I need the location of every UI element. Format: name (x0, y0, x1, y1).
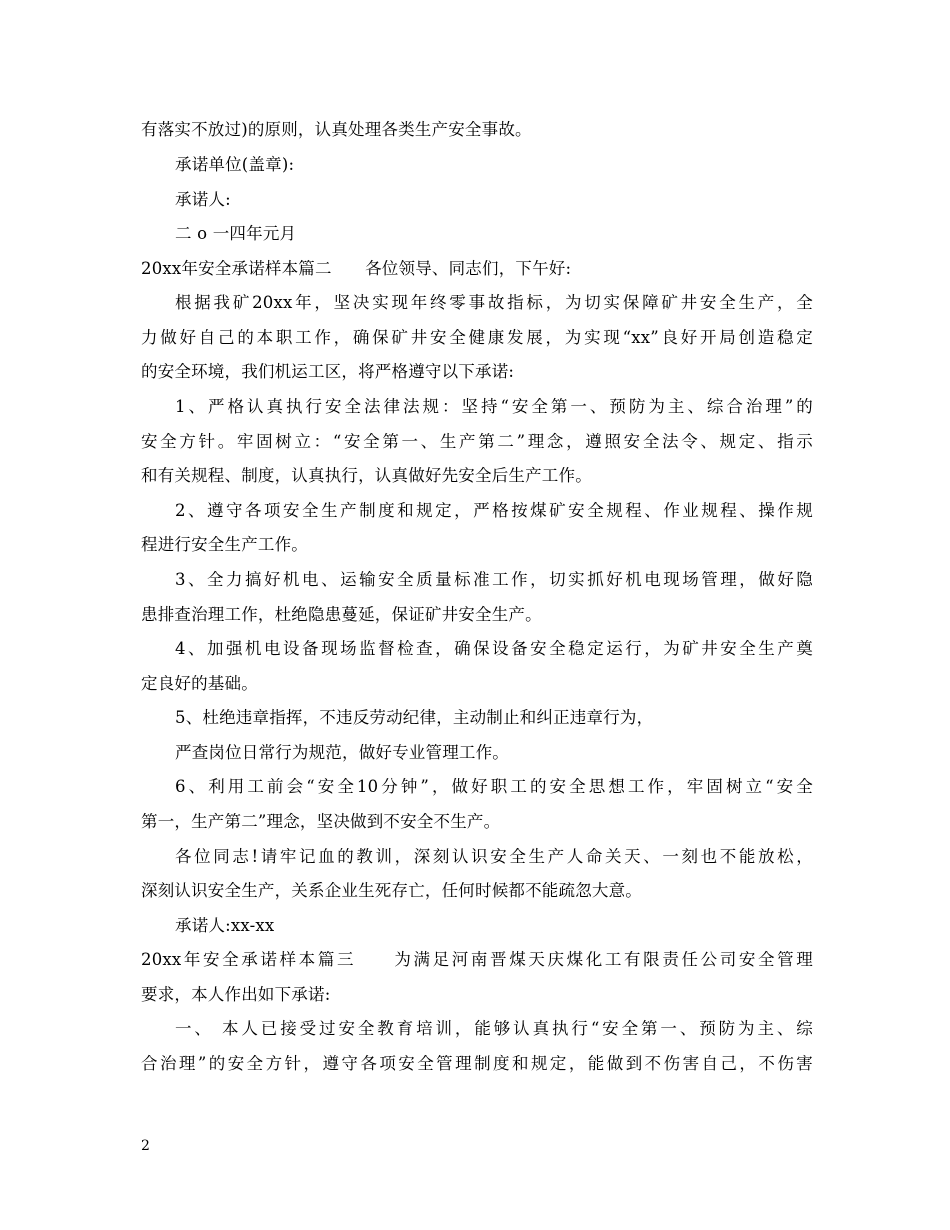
text-line: 严查岗位日常行为规范，做好专业管理工作。 (175, 743, 509, 762)
section-heading-line: 20xx年安全承诺样本篇三 为满足河南晋煤天庆煤化工有限责任公司安全管理 (141, 950, 813, 969)
text-line: 合治理”的安全方针，遵守各项安全管理制度和规定，能做到不伤害自己，不伤害 (141, 1054, 813, 1073)
text-line: 二 o 一四年元月 (175, 224, 297, 243)
text-line: 各位同志!请牢记血的教训，深刻认识安全生产人命关天、一刻也不能放松， (175, 847, 813, 866)
text-line: 的安全环境，我们机运工区，将严格遵守以下承诺: (141, 362, 515, 381)
page-number: 2 (141, 1138, 150, 1154)
text-line: 深刻认识安全生产，关系企业生死存亡，任何时候都不能疏忽大意。 (141, 881, 642, 900)
text-line: 4、加强机电设备现场监督检查，确保设备安全稳定运行，为矿井安全生产奠 (175, 639, 813, 658)
text-line: 2、遵守各项安全生产制度和规定，严格按煤矿安全规程、作业规程、操作规 (175, 501, 813, 520)
text-line: 承诺人: (175, 190, 231, 209)
text-line: 3、全力搞好机电、运输安全质量标准工作，切实抓好机电现场管理，做好隐 (175, 570, 813, 589)
text-line: 程进行安全生产工作。 (141, 535, 308, 554)
text-line: 根据我矿20xx年，坚决实现年终零事故指标，为切实保障矿井安全生产，全 (175, 293, 813, 312)
text-line: 第一，生产第二”理念，坚决做到不安全不生产。 (141, 812, 501, 831)
text-line: 力做好自己的本职工作，确保矿井安全健康发展，为实现“xx”良好开局创造稳定 (141, 328, 813, 347)
text-line: 承诺单位(盖章): (175, 155, 295, 174)
text-line: 要求，本人作出如下承诺: (141, 985, 331, 1004)
text-line: 承诺人:xx-xx (175, 916, 275, 935)
text-line: 定良好的基础。 (141, 674, 258, 693)
text-line: 6、利用工前会“安全10分钟”，做好职工的安全思想工作，牢固树立“安全 (175, 777, 813, 796)
text-line: 一、 本人已接受过安全教育培训，能够认真执行“安全第一、预防为主、综 (175, 1019, 813, 1038)
text-line: 和有关规程、制度，认真执行，认真做好先安全后生产工作。 (141, 466, 592, 485)
text-line: 有落实不放过)的原则，认真处理各类生产安全事故。 (141, 120, 532, 139)
section-heading-line: 20xx年安全承诺样本篇二 各位领导、同志们，下午好: (141, 259, 572, 278)
text-line: 安全方针。牢固树立：“安全第一、生产第二”理念，遵照安全法令、规定、指示 (141, 432, 813, 451)
text-line: 患排查治理工作，杜绝隐患蔓延，保证矿井安全生产。 (141, 605, 542, 624)
text-line: 5、杜绝违章指挥，不违反劳动纪律，主动制止和纠正违章行为， (175, 708, 654, 727)
text-line: 1、严格认真执行安全法律法规：坚持“安全第一、预防为主、综合治理”的 (175, 397, 813, 416)
